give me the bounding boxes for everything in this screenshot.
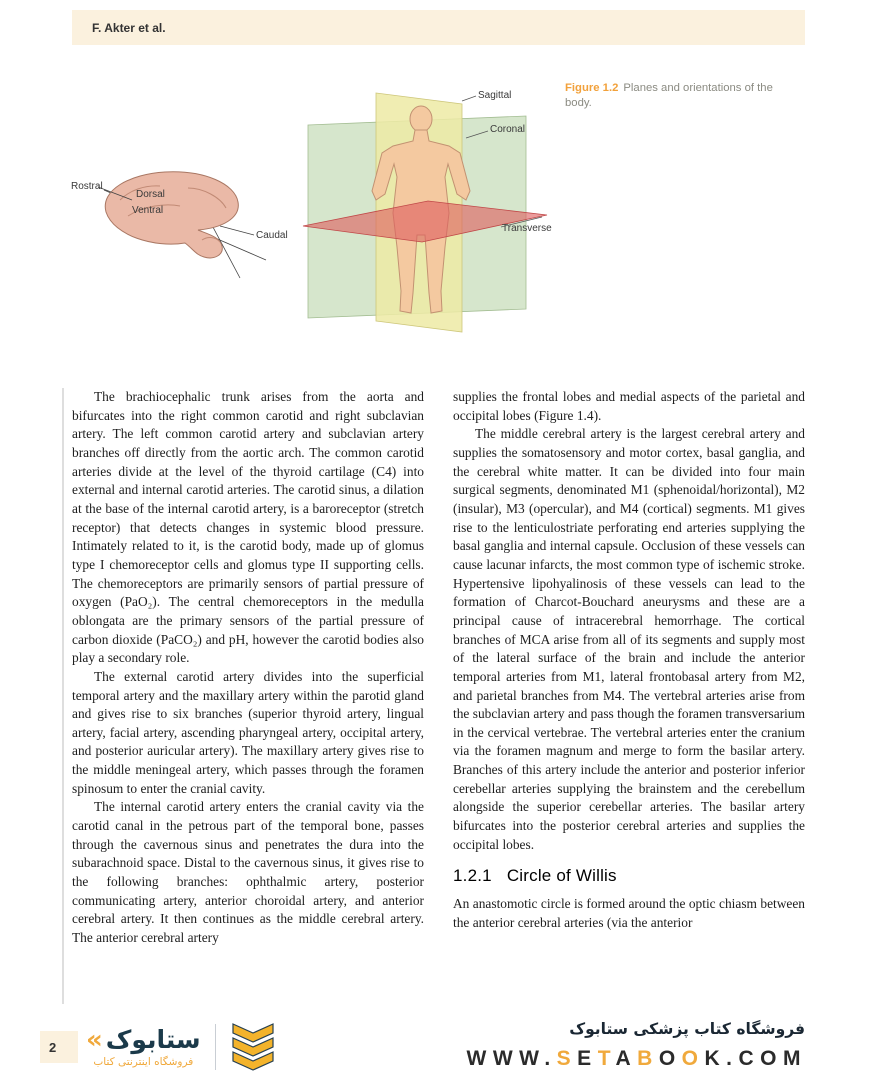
logo-name-row [86,1026,201,1054]
logo-text-block [86,1026,201,1069]
left-column [72,388,424,994]
caudal-leader-line [220,226,254,235]
logo-name-farsi: ستابوک [105,1024,201,1054]
website-suffix: .COM [726,1047,807,1070]
coronal-label: Coronal [490,124,526,135]
figure-caption [565,81,783,111]
dorsal-label: Dorsal [136,189,165,200]
body-paragraph: The brachiocephalic trunk arises from the aorta and bifurcates into the right common carotid and right subclavian artery. The left common carotid artery and subclavian artery branches off directly from the aortic arch. The common carotid arteries divide at the level of the thyroid cartilage (C4) into external and internal carotid arteries. The carotid sinus, a dilation at the base of the internal carotid artery, is a baroreceptor (stretch receptor) that detects changes in systemic blood pressure. Intimately related to it, is the carotid body, made up of glomus type I chemoreceptor cells and glomus type II supporting cells. The chemoreceptors are primarily sensors of partial pressure of oxygen (PaO₂). The central chemoreceptors in the medulla oblongata are the primary sensors of the partial pressure of carbon dioxide (PaCO₂) and pH, however the carotid bodies also play a secondary role. [72,389,424,666]
body-text [72,388,805,994]
brain-shape [105,172,238,258]
running-title: F. Akter et al. [92,20,166,35]
section-heading [453,867,805,886]
transverse-label: Transverse [502,223,552,234]
caudal-label: Caudal [256,230,288,241]
figure-head [410,106,432,132]
right-column [453,388,805,994]
figure-caption-label: Figure 1.2 [565,82,619,94]
sagittal-leader-line [462,96,476,101]
body-paragraph: The middle cerebral artery is the largest cerebral artery and supplies the somatosensory and motor cortex, basal ganglia, and the cerebral white matter. It can be divided into four main surgical segments, denominated M1 (sphenoidal/horizontal), M2 (insular), M3 (opercular), and M4 (cortical) segments. M1 gives rise to the lenticulostriate perforating end arteries supplying the basal ganglia and internal capsule. Occlusion of these vessels can cause lacunar infarcts, the most common type of ischemic stroke. Hypertensive lipohyalinosis of these vessels can lead to the formation of Charcot-Bouchard aneurysms and these are a principal cause of intracerebral hemorrhage. The cortical branches of MCA arise from all of its segments and supply most of the lateral surface of the brain and include the anterior temporal arteries from M1, lateral frontobasal artery from M2, and parietal branches from M4. The vertebral arteries arise from the subclavian artery and pass though the foramen transversarium in the cervical vertebrae. The vertebral arteries enter the cranium via the foramen magnum and merge to form the basilar artery. Branches of this artery include the anterior and posterior inferior cerebellar arteries supplying the brainstem and the cerebellum alongside the superior cerebellar arteries. The basilar artery bifurcates into the posterior cerebral arteries and supplies the occipital lobes. [453,426,805,852]
figure-caption-text: Planes and orientations of the body. [565,82,773,109]
section-title: Circle of Willis [506,866,617,886]
setabook-emblem-icon [230,1022,276,1072]
page-edge-shadow [62,388,64,1004]
body-paragraph: supplies the frontal lobes and medial aspects of the parietal and occipital lobes (Figure 1.4). [453,389,805,423]
brain-orientation-illustration [70,160,300,300]
website-prefix: WWW. [466,1047,557,1070]
running-header [72,10,805,45]
logo-tagline-farsi: فروشگاه اینترنتی کتاب [93,1056,194,1069]
website-url [467,1047,807,1071]
store-name-farsi: فروشگاه کتاب پزشکی ستابوک [569,1020,805,1038]
sagittal-label: Sagittal [478,90,512,101]
logo-divider [215,1024,216,1070]
body-paragraph: An anastomotic circle is formed around the optic chiasm between the anterior cerebral arteries (via the anterior [453,896,805,930]
body-paragraph: The internal carotid artery enters the cranial cavity via the carotid canal in the petrous part of the temporal bone, passes through the cavernous sinus and penetrates the dura into the subarachnoid space. Distal to the cavernous sinus, it gives rise to the following branches: ophthalmic artery, posterior communicating artery, anterior choroidal artery, and anterior cerebral artery. It then continues as the middle cerebral artery. The anterior cerebral artery [72,799,424,946]
section-number: 1.2.1 [453,866,492,886]
ventral-label: Ventral [132,205,164,216]
body-planes-illustration [300,85,550,350]
setabook-logo [86,1016,276,1078]
page-number: 2 [49,1039,57,1055]
website-name: SETABOOK [556,1047,727,1070]
body-paragraph: The external carotid artery divides into the superficial temporal artery and the maxillary artery within the parotid gland and gives rise to six branches (superior thyroid artery, lingual artery, facial artery, ascending pharyngeal artery, occipital artery, and posterior auricular artery). The maxillary artery gives rise to the middle meningeal artery, which passes through the foramen spinosum to enter the cranial cavity. [72,668,424,796]
logo-chevron-mark: « [86,1024,103,1055]
rostral-label: Rostral [71,181,103,192]
